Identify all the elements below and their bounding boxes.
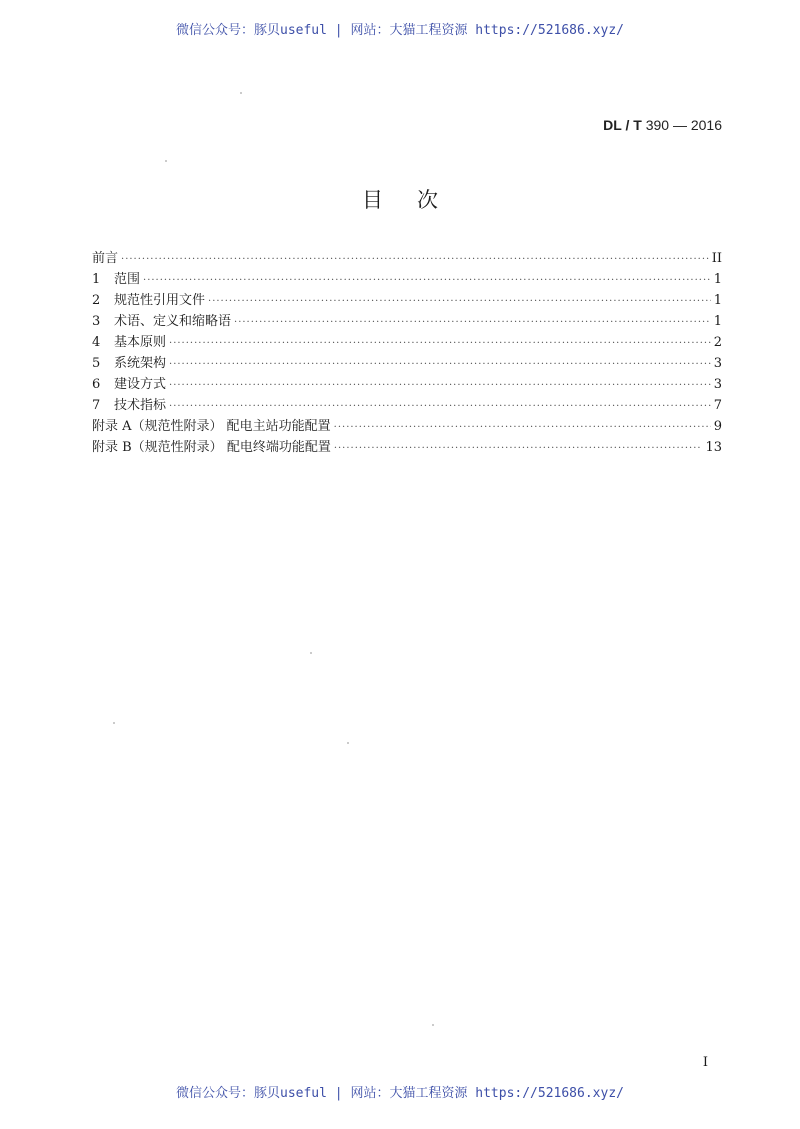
scan-speck <box>113 722 115 724</box>
toc-entry-text: 附录 B（规范性附录） 配电终端功能配置 <box>92 440 331 455</box>
toc-entry-label <box>92 269 140 290</box>
toc-entry-text: 范围 <box>114 272 141 287</box>
toc-entry-label <box>92 290 205 311</box>
toc-entry-number: 2 <box>92 293 101 308</box>
toc-leader-dots <box>121 249 709 270</box>
standard-number: 390 — 2016 <box>645 117 722 133</box>
toc-entry-text: 前言 <box>92 251 119 266</box>
toc-entry-page: 9 <box>713 419 722 434</box>
page-number: I <box>702 1055 708 1070</box>
toc-entry-number: 1 <box>92 272 101 287</box>
toc-entry-page: 13 <box>705 440 722 455</box>
toc-entry-text: 附录 A（规范性附录） 配电主站功能配置 <box>92 419 331 434</box>
toc-entry-text: 规范性引用文件 <box>114 293 206 308</box>
toc-leader-dots <box>334 417 711 438</box>
toc-entry-label <box>92 353 166 374</box>
toc-entry-appendix-a[interactable] <box>92 416 722 437</box>
watermark-bottom: 微信公众号：豚贝useful | 网站：大猫工程资源 https://521686.xyz/ <box>176 1086 624 1101</box>
toc-entry-normative-references[interactable] <box>92 290 722 311</box>
toc-entry-appendix-b[interactable] <box>92 437 722 458</box>
scan-speck <box>432 1024 434 1026</box>
toc-entry-label <box>92 437 331 458</box>
scan-speck <box>165 160 167 162</box>
toc-entry-number: 5 <box>92 356 101 371</box>
toc-entry-label <box>92 416 331 437</box>
toc-entry-text: 技术指标 <box>114 398 167 413</box>
toc-entry-number: 4 <box>92 335 101 350</box>
toc-entry-number: 6 <box>92 377 101 392</box>
toc-leader-dots <box>169 333 711 354</box>
toc-entry-basic-principles[interactable] <box>92 332 722 353</box>
toc-entry-text: 基本原则 <box>114 335 167 350</box>
toc-leader-dots <box>334 438 703 459</box>
watermark-top: 微信公众号：豚贝useful | 网站：大猫工程资源 https://521686.xyz/ <box>176 23 624 38</box>
toc-entry-system-architecture[interactable] <box>92 353 722 374</box>
toc-entry-page: 1 <box>713 272 722 287</box>
toc-entry-label <box>92 332 166 353</box>
toc-leader-dots <box>208 291 711 312</box>
toc-entry-page: 7 <box>713 398 722 413</box>
toc-entry-terms-definitions[interactable] <box>92 311 722 332</box>
toc-title: 目次 <box>362 188 472 212</box>
document-code <box>603 117 722 133</box>
toc-entry-page: 1 <box>713 314 722 329</box>
toc-leader-dots <box>169 396 711 417</box>
toc-entry-text: 术语、定义和缩略语 <box>114 314 232 329</box>
toc-entry-foreword[interactable] <box>92 248 722 269</box>
toc-entry-label <box>92 248 118 269</box>
toc-entry-scope[interactable] <box>92 269 722 290</box>
toc-entry-construction-mode[interactable] <box>92 374 722 395</box>
toc-entry-number: 3 <box>92 314 101 329</box>
toc-entry-text: 建设方式 <box>114 377 167 392</box>
toc-leader-dots <box>143 270 711 291</box>
scan-speck <box>310 652 312 654</box>
toc-entry-page: 1 <box>713 293 722 308</box>
table-of-contents <box>92 248 722 458</box>
toc-leader-dots <box>169 375 711 396</box>
toc-entry-page: 3 <box>713 377 722 392</box>
toc-entry-page: II <box>711 251 722 266</box>
toc-entry-label <box>92 374 166 395</box>
toc-leader-dots <box>234 312 711 333</box>
toc-entry-text: 系统架构 <box>114 356 167 371</box>
toc-entry-label <box>92 311 231 332</box>
toc-leader-dots <box>169 354 711 375</box>
standard-prefix: DL / T <box>603 117 642 133</box>
toc-entry-page: 3 <box>713 356 722 371</box>
toc-entry-number: 7 <box>92 398 101 413</box>
toc-entry-technical-indicators[interactable] <box>92 395 722 416</box>
toc-entry-page: 2 <box>713 335 722 350</box>
toc-entry-label <box>92 395 166 416</box>
scan-speck <box>347 742 349 744</box>
scan-speck <box>240 92 242 94</box>
